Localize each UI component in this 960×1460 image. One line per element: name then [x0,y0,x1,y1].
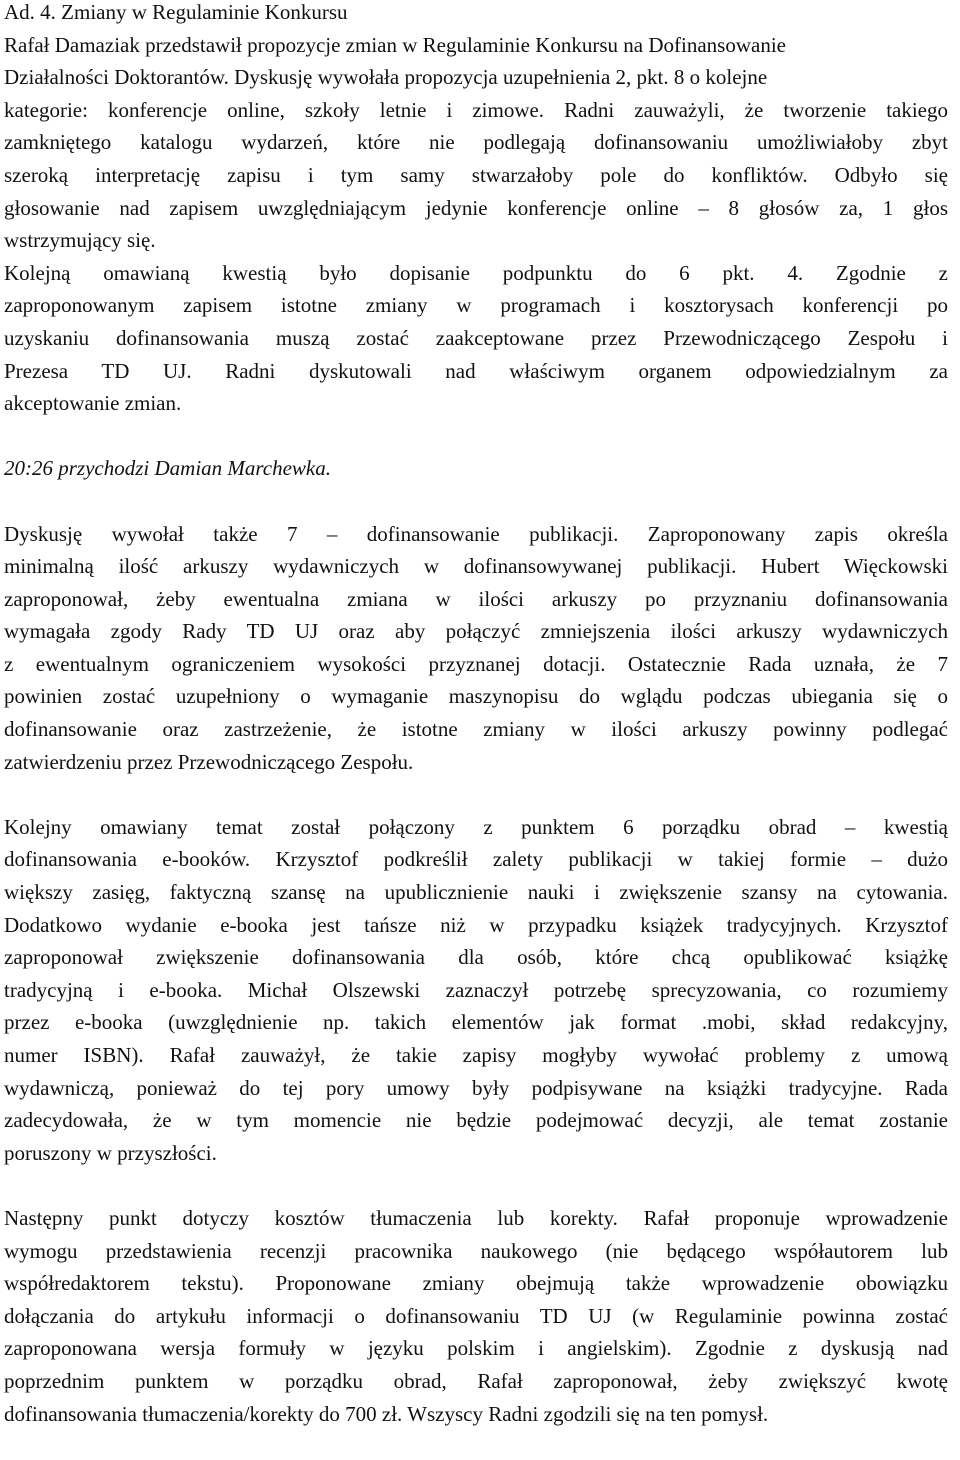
text-line: szeroką interpretację zapisu i tym samy stwarzałoby pole do konfliktów. Odbyło się [4,162,948,187]
text-line: większy zasięg, faktyczną szansę na upublicznienie nauki i zwiększenie szansy na cytowania. [4,880,948,905]
paragraph-gap [4,778,948,811]
text-line: akceptowanie zmian. [4,391,182,416]
text-line: wymogu przedstawienia recenzji pracownika naukowego (nie będącego współautorem lub [4,1238,948,1263]
text-line: wstrzymujący się. [4,228,156,253]
text-line: dofinansowania tłumaczenia/korekty do 700 zł. Wszyscy Radni zgodzili się na ten pomysł. [4,1401,769,1426]
text-line: Prezesa TD UJ. Radni dyskutowali nad właściwym organem odpowiedzialnym za [4,358,948,383]
paragraph-gap [4,1169,948,1202]
paragraph-regulamin-changes [4,29,948,420]
text-line: wydawniczą, ponieważ do tej pory umowy były podpisywane na książki tradycyjne. Rada [4,1075,948,1100]
text-line: zadecydowała, że w tym momencie nie będzie podejmować decyzji, ale temat zostanie [4,1108,948,1133]
text-line: wymagała zgody Rady TD UJ oraz aby połączyć zmniejszenia ilości arkuszy wydawniczych [4,619,948,644]
text-line: głosowanie nad zapisem uwzględniającym jedynie konferencje online – 8 głosów za, 1 głos [4,195,948,220]
text-line: z ewentualnym ograniczeniem wysokości przyznanej dotacji. Ostatecznie Rada uznała, że 7 [4,651,948,676]
text-line: Kolejny omawiany temat został połączony z punktem 6 porządku obrad – kwestią [4,814,948,839]
paragraph-publication-funding [4,518,948,779]
text-line: minimalną ilość arkuszy wydawniczych w dofinansowywanej publikacji. Hubert Więckowski [4,554,948,579]
paragraph-ebooks [4,811,948,1170]
text-line: poruszony w przyszłości. [4,1140,217,1165]
text-line: zatwierdzeniu przez Przewodniczącego Zespołu. [4,749,414,774]
paragraph-translation-costs [4,1202,948,1430]
text-line: Działalności Doktorantów. Dyskusję wywołała propozycja uzupełnienia 2, pkt. 8 o kolejne [4,65,768,90]
text-line: Dodatkowo wydanie e-booka jest tańsze niż w przypadku książek tradycyjnych. Krzysztof [4,912,948,937]
text-line: Kolejną omawianą kwestią było dopisanie podpunktu do 6 pkt. 4. Zgodnie z [4,260,948,285]
section-heading: Ad. 4. Zmiany w Regulaminie Konkursu [4,0,348,24]
text-line: Rafał Damaziak przedstawił propozycje zmian w Regulaminie Konkursu na Dofinansowanie [4,32,786,57]
text-line: tradycyjną i e-booka. Michał Olszewski zaznaczył potrzebę sprecyzowania, co rozumiemy [4,977,948,1002]
text-line: kategorie: konferencje online, szkoły letnie i zimowe. Radni zauważyli, że tworzenie takiego [4,97,948,122]
paragraph-gap [4,485,948,518]
text-line: dołączania do artykułu informacji o dofinansowaniu TD UJ (w Regulaminie powinna zostać [4,1303,948,1328]
text-line: uzyskaniu dofinansowania muszą zostać zaakceptowane przez Przewodniczącego Zespołu i [4,325,948,350]
text-line: zaproponowana wersja formuły w języku polskim i angielskim). Zgodnie z dyskusją nad [4,1336,948,1361]
text-line: przez e-booka (uwzględnienie np. takich elementów jak format .mobi, skład redakcyjny, [4,1010,948,1035]
text-line: numer ISBN). Rafał zauważył, że takie zapisy mogłyby wywołać problemy z umową [4,1043,948,1067]
arrival-note: 20:26 przychodzi Damian Marchewka. [4,456,332,481]
text-line: Następny punkt dotyczy kosztów tłumaczenia lub korekty. Rafał proponuje wprowadzenie [4,1205,948,1230]
paragraph-gap [4,420,948,453]
text-line: zaproponowanym zapisem istotne zmiany w programach i kosztorysach konferencji po [4,293,948,318]
text-line: zaproponował zwiększenie dofinansowania dla osób, które chcą opublikować książkę [4,945,948,970]
text-line: Dyskusję wywołał także 7 – dofinansowanie publikacji. Zaproponowany zapis określa [4,521,948,546]
text-line: dofinansowania e-booków. Krzysztof podkreślił zalety publikacji w takiej formie – dużo [4,847,948,872]
text-line: zamkniętego katalogu wydarzeń, które nie podlegają dofinansowaniu umożliwiałoby zbyt [4,130,948,155]
text-line: zaproponował, żeby ewentualna zmiana w ilości arkuszy po przyznaniu dofinansowania [4,586,948,611]
text-line: powinien zostać uzupełniony o wymaganie maszynopisu do wglądu podczas ubiegania się o [4,684,948,709]
text-line: poprzednim punktem w porządku obrad, Rafał zaproponował, żeby zwiększyć kwotę [4,1368,948,1393]
text-line: dofinansowanie oraz zastrzeżenie, że istotne zmiany w ilości arkuszy powinny podlegać [4,717,948,742]
text-line: współredaktorem tekstu). Proponowane zmiany obejmują także wprowadzenie obowiązku [4,1271,948,1296]
